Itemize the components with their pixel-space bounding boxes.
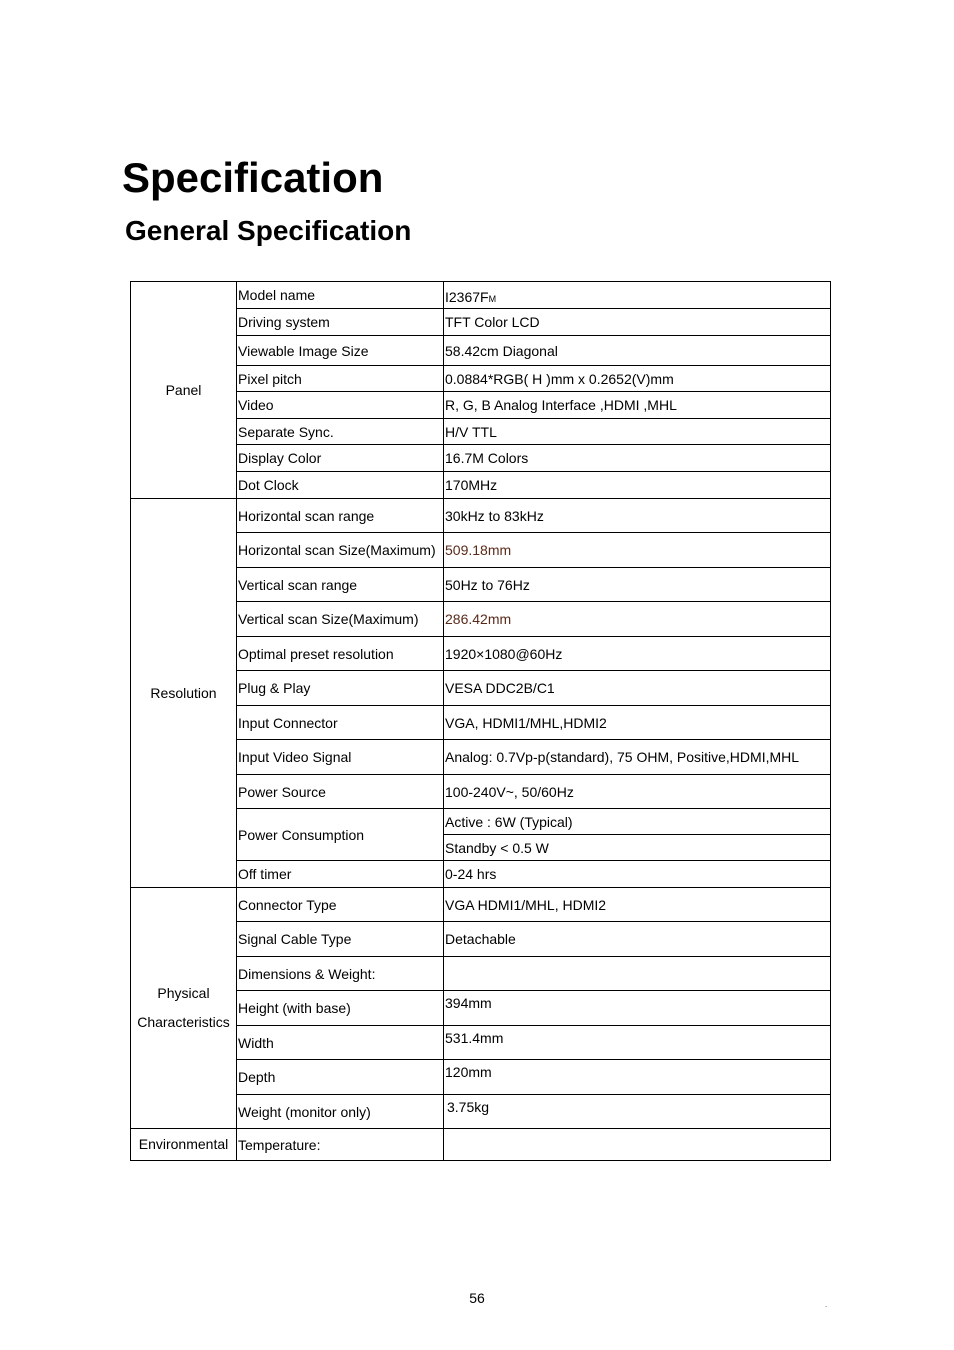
spec-value: 0-24 hrs: [444, 861, 831, 888]
spec-value: Analog: 0.7Vp-p(standard), 75 OHM, Positive,HDMI,MHL: [444, 740, 831, 775]
spec-value: 16.7M Colors: [444, 445, 831, 472]
page-number: 56: [469, 1290, 485, 1306]
spec-value: [444, 1129, 831, 1161]
spec-value: VGA, HDMI1/MHL,HDMI2: [444, 706, 831, 740]
spec-label: Input Video Signal: [237, 740, 444, 775]
group-label-environmental: Environmental: [131, 1129, 237, 1161]
spec-label: Connector Type: [237, 888, 444, 922]
spec-value-active: Active : 6W (Typical): [444, 809, 831, 835]
table-row: [131, 499, 831, 533]
spec-label: Weight (monitor only): [237, 1095, 444, 1129]
table-row: [131, 888, 831, 922]
spec-value: TFT Color LCD: [444, 309, 831, 336]
section-title: General Specification: [125, 215, 412, 246]
spec-label: Vertical scan range: [237, 568, 444, 602]
spec-label: Model name: [237, 282, 444, 309]
table-row: [131, 282, 831, 309]
spec-label: Plug & Play: [237, 671, 444, 706]
spec-value: 170MHz: [444, 472, 831, 499]
spec-label: Dimensions & Weight:: [237, 957, 444, 991]
spec-value: R, G, B Analog Interface ,HDMI ,MHL: [444, 392, 831, 419]
spec-label: Temperature:: [237, 1129, 444, 1161]
spec-value: 30kHz to 83kHz: [444, 499, 831, 533]
spec-value: 3.75kg: [444, 1095, 831, 1129]
spec-value: [444, 957, 831, 991]
spec-label: Width: [237, 1026, 444, 1060]
specification-table: [130, 281, 831, 1161]
spec-value: 120mm: [444, 1060, 831, 1095]
spec-label: Dot Clock: [237, 472, 444, 499]
spec-label: Optimal preset resolution: [237, 637, 444, 671]
spec-value: 394mm: [444, 991, 831, 1026]
spec-label: Off timer: [237, 861, 444, 888]
spec-label: Separate Sync.: [237, 419, 444, 445]
spec-value-standby: Standby < 0.5 W: [444, 835, 831, 861]
spec-label: Power Consumption: [237, 809, 444, 861]
spec-value: 286.42mm: [444, 602, 831, 637]
group-label-physical-line2: Characteristics: [137, 1014, 230, 1030]
spec-label: Horizontal scan Size(Maximum): [237, 533, 444, 568]
spec-label: Depth: [237, 1060, 444, 1095]
spec-value: H/V TTL: [444, 419, 831, 445]
group-label-panel: Panel: [131, 282, 237, 499]
page-title: Specification: [122, 154, 384, 201]
group-label-resolution: Resolution: [131, 499, 237, 888]
spec-label: Signal Cable Type: [237, 922, 444, 957]
spec-label: Pixel pitch: [237, 366, 444, 392]
spec-value: VESA DDC2B/C1: [444, 671, 831, 706]
group-label-physical-line1: Physical: [157, 985, 210, 1001]
table-row: [131, 1129, 831, 1161]
spec-value: 509.18mm: [444, 533, 831, 568]
spec-label: Horizontal scan range: [237, 499, 444, 533]
spec-label: Input Connector: [237, 706, 444, 740]
model-name-suffix: M: [488, 294, 497, 304]
spec-value: [444, 282, 831, 309]
spec-value: 100-240V~, 50/60Hz: [444, 775, 831, 809]
spec-label: Vertical scan Size(Maximum): [237, 602, 444, 637]
spec-label: Video: [237, 392, 444, 419]
spec-label: Driving system: [237, 309, 444, 336]
model-name-value: I2367F: [445, 289, 489, 305]
spec-value: 531.4mm: [444, 1026, 831, 1060]
spec-label: Power Source: [237, 775, 444, 809]
spec-value: Detachable: [444, 922, 831, 957]
spec-value: 50Hz to 76Hz: [444, 568, 831, 602]
corner-mark: .: [825, 1300, 828, 1309]
group-label-physical: [131, 888, 237, 1129]
spec-label: Display Color: [237, 445, 444, 472]
spec-label: Height (with base): [237, 991, 444, 1026]
spec-label: Viewable Image Size: [237, 336, 444, 366]
spec-value: 1920×1080@60Hz: [444, 637, 831, 671]
spec-value: 0.0884*RGB( H )mm x 0.2652(V)mm: [444, 366, 831, 392]
spec-value: 58.42cm Diagonal: [444, 336, 831, 366]
spec-value: VGA HDMI1/MHL, HDMI2: [444, 888, 831, 922]
